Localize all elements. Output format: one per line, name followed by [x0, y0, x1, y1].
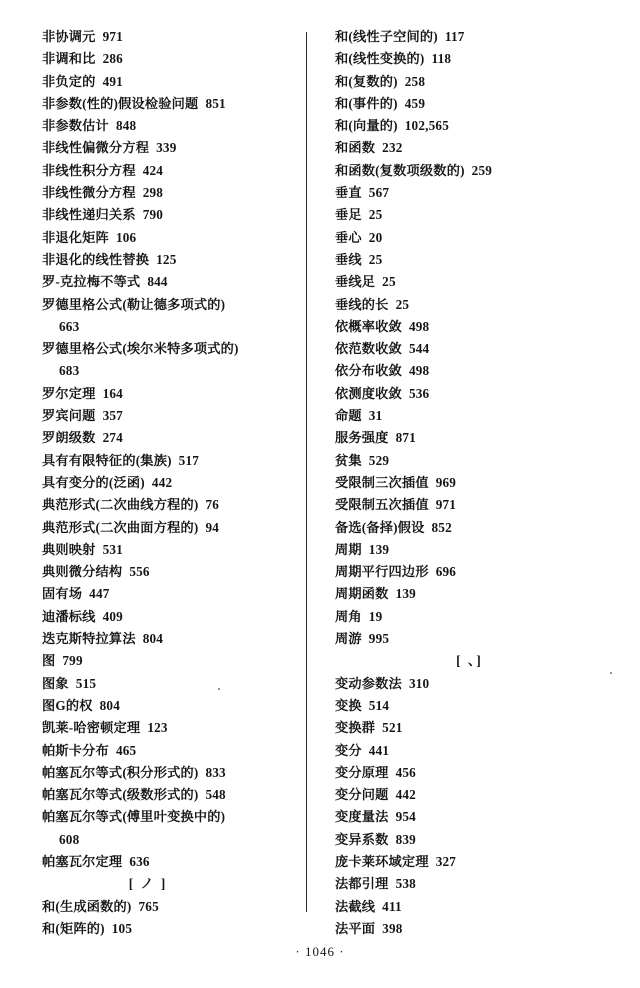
- index-entry: [335, 93, 634, 115]
- entry-page: 442: [395, 787, 416, 803]
- entry-term: 依测度收敛: [335, 385, 402, 401]
- entry-page: 567: [368, 185, 390, 201]
- entry-page: 663: [59, 318, 80, 334]
- entry-page: 125: [156, 251, 177, 267]
- entry-page: 19: [368, 608, 383, 624]
- entry-term: 罗尔定理: [42, 385, 96, 401]
- entry-term: 垂线足: [335, 274, 376, 290]
- index-entry: [42, 806, 300, 828]
- entry-page: 995: [368, 631, 390, 647]
- entry-page: 447: [89, 586, 110, 602]
- index-entry: [335, 851, 634, 873]
- paper-speck: [610, 672, 612, 674]
- index-entry: [335, 561, 634, 583]
- entry-term: 帕塞瓦尔等式(傅里叶变换中的): [42, 809, 226, 825]
- entry-term: 垂心: [335, 229, 362, 245]
- entry-page: 357: [102, 408, 123, 424]
- entry-term: 帕斯卡分布: [42, 742, 109, 758]
- entry-page: 491: [102, 73, 123, 89]
- entry-page: 852: [431, 519, 452, 535]
- index-entry: [335, 806, 634, 828]
- entry-term: 罗德里格公式(勒让德多项式的): [42, 296, 226, 312]
- index-entry: [335, 271, 634, 293]
- index-entry: [335, 249, 634, 271]
- entry-page: 105: [111, 920, 133, 936]
- entry-term: 变换群: [335, 720, 376, 736]
- entry-page: 123: [147, 720, 168, 736]
- entry-term: 图G的权: [42, 697, 93, 713]
- entry-page: 339: [156, 140, 177, 156]
- entry-term: 非线性递归关系: [42, 207, 136, 223]
- entry-term: 和(生成函数的): [42, 898, 132, 914]
- index-entry: [42, 517, 300, 539]
- entry-term: 凯莱-哈密顿定理: [42, 720, 141, 736]
- entry-term: 非协调元: [42, 29, 96, 44]
- index-entry: [42, 383, 300, 405]
- index-entry: [42, 717, 300, 739]
- entry-term: 贫集: [335, 452, 362, 468]
- index-entry: [42, 427, 300, 449]
- index-entry: [42, 784, 300, 806]
- index-entry: [42, 450, 300, 472]
- index-entry: [42, 48, 300, 70]
- entry-term: 垂线的长: [335, 296, 389, 312]
- entry-term: 命题: [335, 408, 362, 424]
- entry-page: 851: [205, 95, 226, 111]
- index-entry: [335, 405, 634, 427]
- entry-page: 498: [408, 363, 430, 379]
- entry-page: 274: [102, 430, 123, 446]
- index-entry: [335, 160, 634, 182]
- entry-term: 变异系数: [335, 831, 389, 847]
- index-entry-continuation: [42, 829, 300, 851]
- entry-page: 529: [368, 452, 390, 468]
- index-entry: [335, 606, 634, 628]
- entry-term: 罗宾问题: [42, 408, 96, 424]
- entry-page: 164: [102, 385, 123, 401]
- entry-term: 帕塞瓦尔定理: [42, 853, 123, 869]
- entry-term: 具有变分的(泛函): [42, 474, 145, 490]
- entry-page: 25: [382, 274, 396, 290]
- entry-page: 498: [408, 318, 430, 334]
- index-entry: [335, 227, 634, 249]
- index-entry: [335, 740, 634, 762]
- index-entry: [335, 26, 634, 48]
- entry-term: 和(线性变换的): [335, 51, 425, 67]
- entry-page: 139: [368, 541, 390, 557]
- entry-page: 538: [395, 876, 416, 892]
- index-entry: [335, 583, 634, 605]
- entry-term: 变分: [335, 742, 362, 758]
- index-entry: [42, 472, 300, 494]
- entry-term: 和(复数的): [335, 73, 398, 89]
- entry-term: 法都引理: [335, 876, 389, 892]
- index-entry: [42, 227, 300, 249]
- entry-page: 765: [138, 898, 159, 914]
- entry-page: 790: [142, 207, 164, 223]
- index-entry: [42, 115, 300, 137]
- entry-term: 和(矩阵的): [42, 920, 105, 936]
- index-entry: [42, 918, 300, 940]
- index-entry: [335, 918, 634, 940]
- entry-page: 411: [382, 898, 402, 914]
- entry-page: 25: [368, 207, 383, 223]
- index-entry: [335, 383, 634, 405]
- index-entry: [42, 650, 300, 672]
- entry-term: 周游: [335, 631, 362, 647]
- index-entry: [335, 762, 634, 784]
- entry-term: 罗德里格公式(埃尔米特多项式的): [42, 341, 239, 357]
- entry-page: 31: [368, 408, 383, 424]
- entry-term: 典则微分结构: [42, 564, 123, 580]
- index-entry: [42, 539, 300, 561]
- entry-page: 683: [59, 363, 80, 379]
- entry-term: 典则映射: [42, 541, 96, 557]
- entry-term: 非线性偏微分方程: [42, 140, 150, 156]
- index-entry: [42, 695, 300, 717]
- index-entry: [42, 137, 300, 159]
- index-entry: [335, 494, 634, 516]
- entry-page: 232: [382, 140, 403, 156]
- entry-term: 非线性积分方程: [42, 162, 136, 178]
- entry-page: 556: [129, 564, 150, 580]
- entry-term: 受限制五次插值: [335, 497, 429, 513]
- entry-page: 548: [205, 787, 226, 803]
- entry-term: 固有场: [42, 586, 83, 602]
- entry-page: 327: [435, 853, 457, 869]
- index-entry: [335, 316, 634, 338]
- index-entry: [42, 583, 300, 605]
- entry-term: 典范形式(二次曲线方程的): [42, 497, 199, 513]
- entry-page: 799: [62, 653, 83, 669]
- entry-page: 25: [395, 296, 410, 312]
- entry-page: 465: [115, 742, 137, 758]
- index-entry: [42, 71, 300, 93]
- entry-page: 954: [395, 809, 416, 825]
- entry-page: 844: [147, 274, 168, 290]
- entry-term: 图: [42, 653, 56, 669]
- entry-page: 94: [205, 519, 220, 535]
- entry-page: 258: [404, 73, 426, 89]
- entry-term: 周期函数: [335, 586, 389, 602]
- section-marker: [ 、]: [456, 653, 483, 669]
- entry-term: 受限制三次插值: [335, 474, 429, 490]
- right-column: [307, 26, 640, 936]
- entry-page: 521: [382, 720, 403, 736]
- entry-page: 139: [395, 586, 416, 602]
- entry-page: 839: [395, 831, 416, 847]
- index-entry: [335, 873, 634, 895]
- index-entry: [42, 606, 300, 628]
- index-entry: [335, 338, 634, 360]
- index-entry: [335, 450, 634, 472]
- entry-page: 424: [142, 162, 164, 178]
- entry-page: 20: [368, 229, 383, 245]
- index-entry: [42, 160, 300, 182]
- index-columns: [0, 26, 640, 936]
- index-entry: [335, 784, 634, 806]
- section-marker: [ ノ ]: [128, 876, 168, 892]
- index-entry: [335, 628, 634, 650]
- index-entry: [335, 204, 634, 226]
- left-column: [0, 26, 306, 936]
- entry-page: 118: [431, 51, 452, 67]
- index-entry: [42, 26, 300, 48]
- entry-term: 帕塞瓦尔等式(积分形式的): [42, 764, 199, 780]
- index-entry: [42, 896, 300, 918]
- entry-term: 服务强度: [335, 430, 389, 446]
- index-entry: [335, 182, 634, 204]
- index-entry: [42, 740, 300, 762]
- index-entry: [42, 204, 300, 226]
- entry-page: 804: [142, 631, 164, 647]
- page-folio: · 1046 ·: [295, 944, 345, 959]
- entry-term: 非退化的线性替换: [42, 251, 150, 267]
- entry-term: 罗朗级数: [42, 430, 96, 446]
- entry-page: 106: [115, 229, 137, 245]
- index-entry: [335, 673, 634, 695]
- entry-term: 变分问题: [335, 787, 389, 803]
- entry-term: 典范形式(二次曲面方程的): [42, 519, 199, 535]
- index-entry: [335, 717, 634, 739]
- index-entry: [335, 48, 634, 70]
- entry-page: 833: [205, 764, 226, 780]
- entry-term: 变换: [335, 697, 362, 713]
- index-entry: [42, 249, 300, 271]
- entry-page: 969: [435, 474, 457, 490]
- index-entry: [42, 561, 300, 583]
- entry-page: 441: [368, 742, 390, 758]
- entry-term: 依分布收敛: [335, 363, 402, 379]
- entry-page: 456: [395, 764, 416, 780]
- entry-term: 变分原理: [335, 764, 389, 780]
- index-entry: [42, 294, 300, 316]
- entry-page: 76: [205, 497, 220, 513]
- entry-term: 具有有限特征的(集族): [42, 452, 172, 468]
- index-entry: [335, 137, 634, 159]
- index-entry: [335, 360, 634, 382]
- entry-term: 周期: [335, 541, 362, 557]
- entry-term: 非参数(性的)假设检验问题: [42, 95, 199, 111]
- entry-term: 依概率收敛: [335, 318, 402, 334]
- entry-term: 帕塞瓦尔等式(级数形式的): [42, 787, 199, 803]
- entry-page: 298: [142, 185, 164, 201]
- entry-page: 804: [99, 697, 121, 713]
- index-entry: [335, 115, 634, 137]
- entry-term: 庞卡莱环域定理: [335, 853, 429, 869]
- entry-page: 286: [102, 51, 123, 67]
- entry-page: 636: [129, 853, 150, 869]
- index-entry: [335, 472, 634, 494]
- entry-term: 图象: [42, 675, 69, 691]
- index-entry: [42, 762, 300, 784]
- index-entry: [42, 494, 300, 516]
- entry-term: 非参数估计: [42, 118, 109, 134]
- entry-term: 依范数收敛: [335, 341, 402, 357]
- index-entry: [335, 829, 634, 851]
- index-entry: [42, 673, 300, 695]
- entry-term: 法平面: [335, 920, 376, 936]
- index-entry: [42, 628, 300, 650]
- entry-page: 102,565: [404, 118, 449, 134]
- entry-page: 608: [59, 831, 80, 847]
- entry-page: 25: [368, 251, 383, 267]
- entry-page: 442: [151, 474, 173, 490]
- index-entry: [335, 695, 634, 717]
- entry-term: 非退化矩阵: [42, 229, 109, 245]
- entry-page: 971: [102, 29, 123, 44]
- entry-page: 398: [382, 920, 403, 936]
- entry-page: 971: [435, 497, 457, 513]
- entry-term: 和(线性子空间的): [335, 29, 438, 44]
- index-entry: [335, 896, 634, 918]
- entry-term: 和函数(复数项级数的): [335, 162, 465, 178]
- entry-page: 517: [178, 452, 200, 468]
- index-entry: [42, 851, 300, 873]
- index-entry: [335, 294, 634, 316]
- entry-term: 周角: [335, 608, 362, 624]
- index-entry: [42, 182, 300, 204]
- entry-term: 和(向量的): [335, 118, 398, 134]
- entry-term: 非负定的: [42, 73, 96, 89]
- entry-term: 备选(备择)假设: [335, 519, 425, 535]
- index-entry: [42, 338, 300, 360]
- entry-page: 871: [395, 430, 416, 446]
- entry-page: 696: [435, 564, 457, 580]
- paper-speck: [218, 688, 220, 690]
- entry-page: 259: [471, 162, 493, 178]
- entry-page: 848: [115, 118, 137, 134]
- entry-term: 非调和比: [42, 51, 96, 67]
- entry-term: 非线性微分方程: [42, 185, 136, 201]
- index-entry: [335, 517, 634, 539]
- entry-page: 117: [444, 29, 465, 44]
- entry-page: 409: [102, 608, 123, 624]
- index-entry: [335, 427, 634, 449]
- entry-page: 531: [102, 541, 123, 557]
- entry-page: 310: [408, 675, 430, 691]
- index-entry: [42, 405, 300, 427]
- index-entry: [42, 271, 300, 293]
- entry-term: 垂线: [335, 251, 362, 267]
- entry-page: 459: [404, 95, 426, 111]
- index-entry: [42, 93, 300, 115]
- index-entry-continuation: [42, 360, 300, 382]
- entry-term: 变动参数法: [335, 675, 402, 691]
- entry-term: 周期平行四边形: [335, 564, 429, 580]
- entry-term: 和函数: [335, 140, 376, 156]
- entry-term: 垂直: [335, 185, 362, 201]
- entry-term: 垂足: [335, 207, 362, 223]
- entry-term: 和(事件的): [335, 95, 398, 111]
- entry-term: 罗-克拉梅不等式: [42, 274, 141, 290]
- entry-page: 515: [75, 675, 97, 691]
- entry-term: 变度量法: [335, 809, 389, 825]
- index-entry: [335, 71, 634, 93]
- entry-term: 法截线: [335, 898, 376, 914]
- entry-page: 536: [408, 385, 430, 401]
- index-entry: [335, 539, 634, 561]
- index-entry-continuation: [42, 316, 300, 338]
- entry-page: 544: [408, 341, 430, 357]
- entry-term: 迪潘标线: [42, 608, 96, 624]
- entry-page: 514: [368, 697, 390, 713]
- entry-term: 迭克斯特拉算法: [42, 631, 136, 647]
